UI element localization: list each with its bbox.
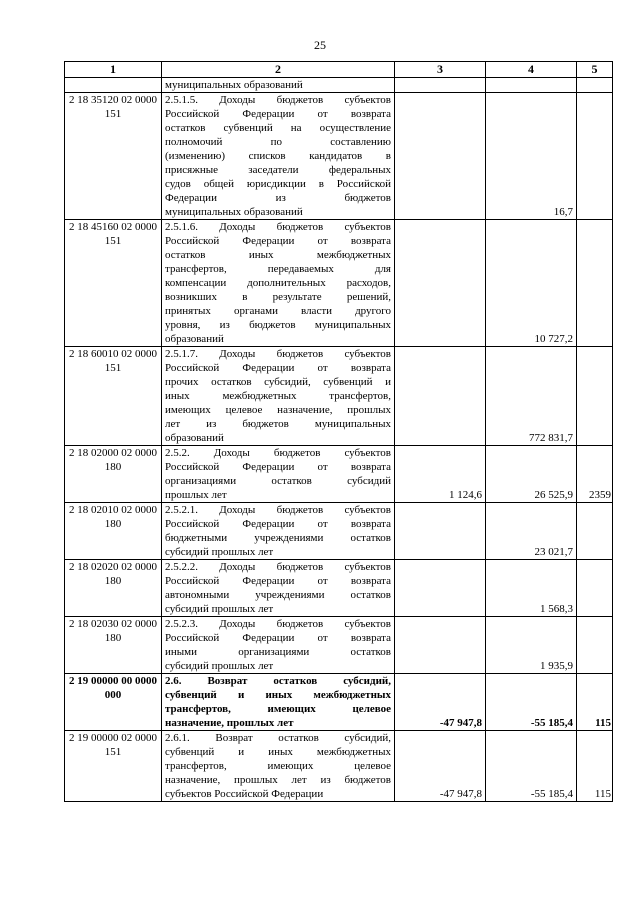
description-line: Российской Федерации от возврата xyxy=(165,632,391,644)
amount-cell-c5: 2359 xyxy=(577,446,613,503)
description-line: 2.6.1. Возврат остатков субсидий, xyxy=(165,732,391,744)
description-line: Российской Федерации от возврата xyxy=(165,575,391,587)
description-line: 2.5.2. Доходы бюджетов субъектов xyxy=(165,447,391,459)
amount-cell-c4: 1 935,9 xyxy=(486,617,577,674)
description-line: муниципальных образований xyxy=(165,206,303,218)
description-cell xyxy=(162,93,395,220)
amount-cell-c5 xyxy=(577,220,613,347)
table-header-row xyxy=(65,62,613,78)
description-line: субъектов Российской Федерации xyxy=(165,788,324,800)
description-cell xyxy=(162,560,395,617)
description-line: 2.6. Возврат остатков субсидий, xyxy=(165,675,391,687)
amount-cell-c4 xyxy=(486,78,577,93)
description-line: назначение, прошлых лет xyxy=(165,717,294,729)
amount-cell-c3: 1 124,6 xyxy=(395,446,486,503)
description-line: имеющих целевое назначение, прошлых xyxy=(165,404,391,416)
description-line: Российской Федерации от возврата xyxy=(165,461,391,473)
revenue-table xyxy=(64,61,613,802)
description-line: присяжные заседатели федеральных xyxy=(165,164,391,176)
table-row xyxy=(65,503,613,560)
column-header: 3 xyxy=(395,62,486,78)
table-row xyxy=(65,560,613,617)
description-line: уровня, из бюджетов муниципальных xyxy=(165,319,391,331)
budget-code-cell: 2 18 02010 02 0000 180 xyxy=(65,503,162,560)
description-cell xyxy=(162,220,395,347)
description-line: 2.5.2.3. Доходы бюджетов субъектов xyxy=(165,618,391,630)
amount-cell-c5 xyxy=(577,503,613,560)
description-line: субвенций и иных межбюджетных xyxy=(165,689,391,701)
amount-cell-c3 xyxy=(395,78,486,93)
description-line: субсидий прошлых лет xyxy=(165,603,274,615)
description-line: образований xyxy=(165,432,224,444)
description-line: трансфертов, имеющих целевое xyxy=(165,760,391,772)
description-line: субсидий прошлых лет xyxy=(165,660,274,672)
column-header: 5 xyxy=(577,62,613,78)
column-header: 2 xyxy=(162,62,395,78)
description-line: 2.5.1.6. Доходы бюджетов субъектов xyxy=(165,221,391,233)
amount-cell-c3: -47 947,8 xyxy=(395,674,486,731)
description-line: компенсации дополнительных расходов, xyxy=(165,277,391,289)
amount-cell-c4: 26 525,9 xyxy=(486,446,577,503)
amount-cell-c5 xyxy=(577,93,613,220)
amount-cell-c4: 16,7 xyxy=(486,93,577,220)
table-row xyxy=(65,93,613,220)
description-line: образований xyxy=(165,333,224,345)
description-cell xyxy=(162,731,395,802)
description-line: прошлых лет xyxy=(165,489,227,501)
description-line: 2.5.1.7. Доходы бюджетов субъектов xyxy=(165,348,391,360)
description-line: прочих остатков субсидий, субвенций и xyxy=(165,376,391,388)
description-line: полномочий по составлению xyxy=(165,136,391,148)
page-number: 25 xyxy=(314,38,326,52)
table-row xyxy=(65,220,613,347)
table-body xyxy=(65,78,613,802)
description-line: лет из бюджетов муниципальных xyxy=(165,418,391,430)
column-header: 4 xyxy=(486,62,577,78)
budget-code-cell xyxy=(65,78,162,93)
amount-cell-c5 xyxy=(577,347,613,446)
description-line: остатков иных межбюджетных xyxy=(165,249,391,261)
budget-code-cell: 2 18 02030 02 0000 180 xyxy=(65,617,162,674)
amount-cell-c3 xyxy=(395,617,486,674)
description-line: субсидий прошлых лет xyxy=(165,546,274,558)
table-row xyxy=(65,78,613,93)
amount-cell-c5 xyxy=(577,560,613,617)
amount-cell-c5: 115 xyxy=(577,731,613,802)
description-cell xyxy=(162,446,395,503)
description-line: назначение, прошлых лет из бюджетов xyxy=(165,774,391,786)
budget-code-cell: 2 18 02020 02 0000 180 xyxy=(65,560,162,617)
budget-code-cell: 2 19 00000 00 0000 000 xyxy=(65,674,162,731)
description-line: 2.5.2.2. Доходы бюджетов субъектов xyxy=(165,561,391,573)
table-row xyxy=(65,617,613,674)
amount-cell-c3: -47 947,8 xyxy=(395,731,486,802)
amount-cell-c5: 115 xyxy=(577,674,613,731)
budget-code-cell: 2 19 00000 02 0000 151 xyxy=(65,731,162,802)
budget-code-cell: 2 18 02000 02 0000 180 xyxy=(65,446,162,503)
amount-cell-c4: 1 568,3 xyxy=(486,560,577,617)
description-line: остатков субвенций на осуществление xyxy=(165,122,391,134)
amount-cell-c5 xyxy=(577,617,613,674)
table-row xyxy=(65,674,613,731)
description-cell xyxy=(162,347,395,446)
description-line: автономными учреждениями остатков xyxy=(165,589,391,601)
description-line: трансфертов, передаваемых для xyxy=(165,263,391,275)
description-line: Российской Федерации от возврата xyxy=(165,362,391,374)
amount-cell-c4: -55 185,4 xyxy=(486,731,577,802)
amount-cell-c3 xyxy=(395,347,486,446)
amount-cell-c4: 772 831,7 xyxy=(486,347,577,446)
amount-cell-c3 xyxy=(395,560,486,617)
budget-code-cell: 2 18 60010 02 0000 151 xyxy=(65,347,162,446)
description-line: судов общей юрисдикции в Российской xyxy=(165,178,391,190)
description-line: Российской Федерации от возврата xyxy=(165,235,391,247)
description-cell xyxy=(162,674,395,731)
description-line: иными организациями остатков xyxy=(165,646,391,658)
description-line: субвенций и иных межбюджетных xyxy=(165,746,391,758)
budget-code-cell: 2 18 45160 02 0000 151 xyxy=(65,220,162,347)
amount-cell-c3 xyxy=(395,503,486,560)
description-line: Российской Федерации от возврата xyxy=(165,108,391,120)
amount-cell-c5 xyxy=(577,78,613,93)
description-line: Федерации из бюджетов xyxy=(165,192,391,204)
amount-cell-c3 xyxy=(395,220,486,347)
description-line: трансфертов, имеющих целевое xyxy=(165,703,391,715)
table-row xyxy=(65,347,613,446)
description-line: принятых органами власти другого xyxy=(165,305,391,317)
description-line: организациями остатков субсидий xyxy=(165,475,391,487)
table-row xyxy=(65,446,613,503)
description-line: возникших в результате решений, xyxy=(165,291,391,303)
amount-cell-c4: 10 727,2 xyxy=(486,220,577,347)
description-line: иных межбюджетных трансфертов, xyxy=(165,390,391,402)
description-line: бюджетными учреждениями остатков xyxy=(165,532,391,544)
amount-cell-c3 xyxy=(395,93,486,220)
description-cell xyxy=(162,503,395,560)
description-line: 2.5.2.1. Доходы бюджетов субъектов xyxy=(165,504,391,516)
description-line: муниципальных образований xyxy=(165,79,303,91)
description-cell xyxy=(162,78,395,93)
description-line: (изменению) списков кандидатов в xyxy=(165,150,391,162)
budget-code-cell: 2 18 35120 02 0000 151 xyxy=(65,93,162,220)
amount-cell-c4: 23 021,7 xyxy=(486,503,577,560)
description-cell xyxy=(162,617,395,674)
column-header: 1 xyxy=(65,62,162,78)
amount-cell-c4: -55 185,4 xyxy=(486,674,577,731)
table-row xyxy=(65,731,613,802)
description-line: Российской Федерации от возврата xyxy=(165,518,391,530)
description-line: 2.5.1.5. Доходы бюджетов субъектов xyxy=(165,94,391,106)
